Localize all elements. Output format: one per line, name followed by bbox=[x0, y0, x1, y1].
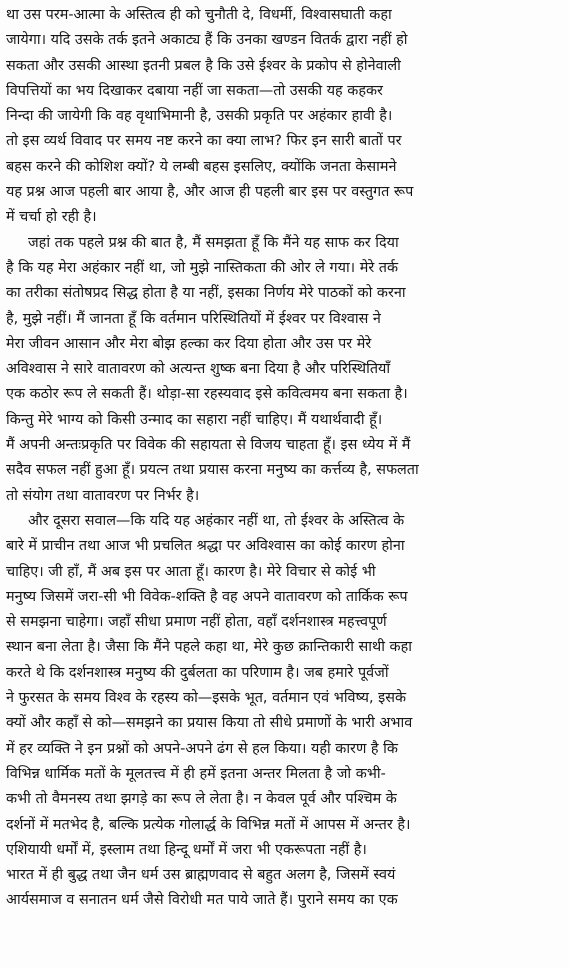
text-line: भारत में ही बुद्ध तथा जैन धर्म उस ब्राह्मणवाद से बहुत अलग है, जिसमें स्वयं bbox=[6, 867, 396, 884]
paragraph-start-line: जहां तक पहले प्रश्न की बात है, मैं समझता हूँ कि मैंने यह साफ कर दिया bbox=[28, 234, 399, 251]
text-line: सदैव सफल नहीं हुआ हूँ। प्रयत्न तथा प्रयास करना मनुष्य का कर्त्तव्य है, सफलता bbox=[6, 462, 419, 479]
text-line: में हर व्यक्ति ने इन प्रश्नों को अपने-अपने ढंग से हल किया। यही कारण है कि bbox=[6, 740, 398, 757]
text-line: विभिन्न धार्मिक मतों के मूलतत्त्व में ही हमें इतना अन्तर मिलता है जो कभी- bbox=[6, 765, 386, 782]
paragraph-start-line: और दूसरा सवाल—कि यदि यह अहंकार नहीं था, तो ईश्वर के अस्तित्व के bbox=[28, 512, 405, 529]
text-line: विपत्तियों का भय दिखाकर दबाया नहीं जा सकता—तो उसकी यह कहकर bbox=[6, 82, 383, 99]
text-line: सकता और उसकी आस्था इतनी प्रबल है कि उसे ईश्वर के प्रकोप से होनेवाली bbox=[6, 57, 401, 74]
text-line: था उस परम-आत्मा के अस्तित्व ही को चुनौती दे, विधर्मी, विश्वासघाती कहा bbox=[6, 7, 392, 23]
text-line: तो संयोग तथा वातावरण पर निर्भर है। bbox=[6, 487, 200, 504]
text-line: एक कठोर रूप ले सकती हैं। थोड़ा-सा रहस्यवाद इसे कवित्वमय बना सकता है। bbox=[6, 386, 408, 403]
text-line: किन्तु मेरे भाग्य को किसी उन्माद का सहारा नहीं चाहिए। मैं यथार्थवादी हूँ। bbox=[6, 411, 383, 428]
text-line: यह प्रश्न आज पहली बार आया है, और आज ही पहली बार इस पर वस्तुगत रूप bbox=[6, 184, 414, 201]
text-line: है कि यह मेरा अहंकार नहीं था, जो मुझे नास्तिकता की ओर ले गया। मेरे तर्क bbox=[6, 259, 399, 276]
text-line: का तरीका संतोषप्रद सिद्ध होता है या नहीं, इसका निर्णय मेरे पाठकों को करना bbox=[6, 285, 406, 302]
text-line: मनुष्य जिसमें जरा-सी भी विवेक-शक्ति है वह अपने वातावरण को तार्किक रूप bbox=[6, 588, 408, 605]
text-line: दर्शनों में मतभेद है, बल्कि प्रत्येक गोलार्द्ध के विभिन्न मतों में आपस में अन्तर है। bbox=[6, 816, 411, 833]
text-line: स्थान बना लेता है। जैसा कि मैंने पहले कहा था, मेरे कुछ क्रान्तिकारी साथी कहा bbox=[6, 639, 412, 656]
text-line: अविश्वास ने सारे वातावरण को अत्यन्त शुष्क बना दिया है और परिस्थितियाँ bbox=[6, 361, 391, 378]
text-line: कभी तो वैमनस्य तथा झगड़े का रूप ले लेता है। न केवल पूर्व और पश्चिम के bbox=[6, 791, 397, 808]
text-line: चाहिए। जी हाँ, मैं अब इस पर आता हूँ। कारण है। मेरे विचार से कोई भी bbox=[6, 563, 376, 580]
text-line: से समझना चाहेगा। जहाँ सीधा प्रमाण नहीं होता, वहाँ दर्शनशास्त्र महत्त्वपूर्ण bbox=[6, 614, 387, 631]
text-line: बहस करने की कोशिश क्यों? ये लम्बी बहस इसलिए, क्योंकि जनता केसामने bbox=[6, 158, 397, 175]
text-line: मेरा जीवन आसान और मेरा बोझ हल्का कर दिया होता और उस पर मेरे bbox=[6, 335, 372, 352]
text-line: बारे में प्राचीन तथा आज भी प्रचलित श्रद्धा पर अविश्वास का कोई कारण होना bbox=[6, 538, 405, 555]
text-line: करते थे कि दर्शनशास्त्र मनुष्य की दुर्बलता का परिणाम है। जब हमारे पूर्वजों bbox=[6, 664, 389, 681]
text-line: ने फुरसत के समय विश्व के रहस्य को—इसके भूत, वर्तमान एवं भविष्य, इसके bbox=[6, 690, 407, 707]
text-line: एशियायी धर्मों में, इस्लाम तथा हिन्दू धर्मों में जरा भी एकरूपता नहीं है। bbox=[6, 841, 367, 858]
text-line: है, मुझे नहीं। मैं जानता हूँ कि वर्तमान परिस्थितियों में ईश्वर पर विश्वास ने bbox=[6, 310, 381, 327]
text-line: आर्यसमाज व सनातन धर्म जैसे विरोधी मत पाये जाते हैं। पुराने समय का एक bbox=[6, 892, 398, 909]
body-text bbox=[6, 3, 563, 914]
text-line: क्यों और कहाँ से को—समझने का प्रयास किया तो सीधे प्रमाणों के भारी अभाव bbox=[6, 715, 413, 732]
text-line: तो इस व्यर्थ विवाद पर समय नष्ट करने का क्या लाभ? फिर इन सारी बातों पर bbox=[6, 133, 402, 150]
text-line: मैं अपनी अन्तःप्रकृति पर विवेक की सहायता से विजय चाहता हूँ। इस ध्येय में मैं bbox=[6, 437, 411, 454]
text-line: में चर्चा हो रही है। bbox=[6, 209, 97, 226]
text-line: निन्दा की जायेगी कि वह वृथाभिमानी है, उसकी प्रकृति पर अहंकार हावी है। bbox=[6, 108, 393, 125]
text-line: जायेगा। यदि उसके तर्क इतने अकाट्य हैं कि उनका खण्डन वितर्क द्वारा नहीं हो bbox=[6, 32, 408, 49]
